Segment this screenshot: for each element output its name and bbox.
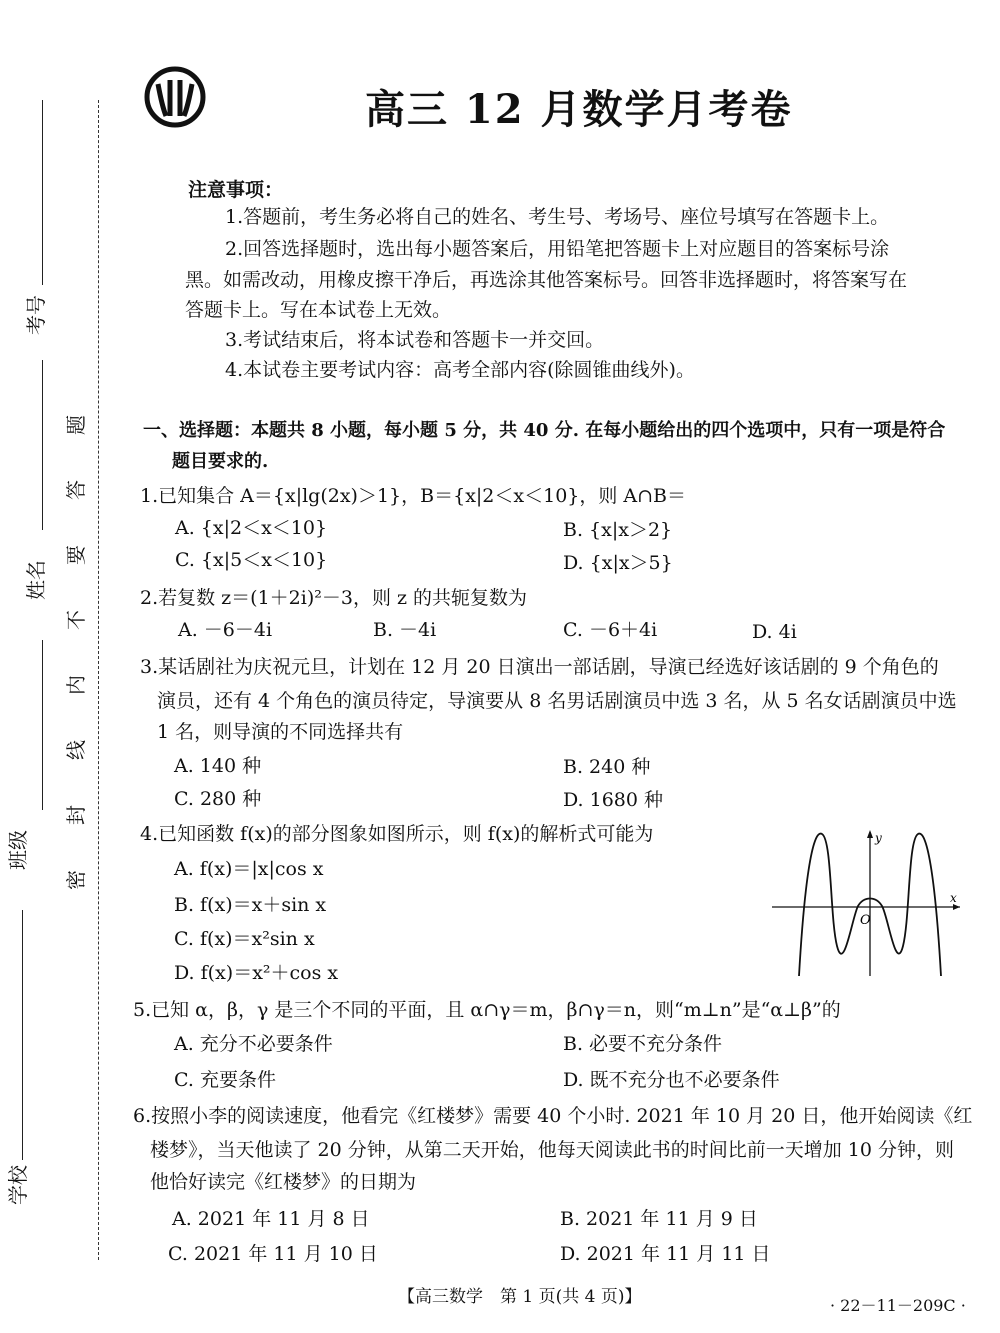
notice-heading: 注意事项：	[188, 179, 284, 201]
page-footer: 【高三数学 第 1 页(共 4 页)】	[398, 1287, 642, 1307]
option-d: D. {x|x＞5}	[563, 552, 673, 574]
seal-char: 内	[64, 675, 88, 695]
margin-line-bot	[22, 910, 23, 1160]
exam-code: · 22－11－209C ·	[830, 1296, 966, 1315]
notice-item: 4.本试卷主要考试内容：高考全部内容(除圆锥曲线外)。	[225, 359, 695, 381]
option-b: B. 2021 年 11 月 9 日	[560, 1208, 758, 1230]
label-xingming: 姓名	[24, 560, 48, 600]
seal-char: 不	[64, 610, 88, 630]
option-c: C. {x|5＜x＜10}	[175, 549, 328, 571]
option-c: C. －6＋4i	[563, 619, 658, 641]
question-stem-cont: 演员，还有 4 个角色的演员待定，导演要从 8 名男话剧演员中选 3 名，从 5 名女话剧演员中选	[157, 690, 957, 712]
notice-item: 黑。如需改动，用橡皮擦干净后，再选涂其他答案标号。回答非选择题时，将答案写在	[185, 269, 908, 291]
exam-logo-icon	[144, 66, 206, 128]
seal-char: 密	[64, 870, 88, 890]
option-d: D. 2021 年 11 月 11 日	[560, 1243, 771, 1265]
margin-line-mid1	[42, 360, 43, 530]
seal-char: 要	[64, 545, 88, 565]
option-b: B. f(x)＝x＋sin x	[174, 894, 327, 916]
option-d: D. f(x)＝x²＋cos x	[174, 962, 339, 984]
option-d: D. 1680 种	[563, 789, 664, 811]
option-a: A. －6－4i	[178, 619, 273, 641]
question-stem: 6.按照小李的阅读速度，他看完《红楼梦》需要 40 个小时. 2021 年 10 月 20 日，他开始阅读《红	[133, 1105, 973, 1127]
option-d: D. 4i	[752, 621, 797, 643]
notice-item: 3.考试结束后，将本试卷和答题卡一并交回。	[225, 329, 605, 351]
seal-char: 题	[64, 415, 88, 435]
section-heading: 一、选择题：本题共 8 小题，每小题 5 分，共 40 分. 在每小题给出的四个选项中，只有一项是符合	[143, 420, 946, 441]
margin-line-top	[42, 100, 43, 285]
seal-char: 封	[64, 805, 88, 825]
question-stem-cont: 楼梦》，当天他读了 20 分钟，从第二天开始，他每天阅读此书的时间比前一天增加 10 分钟，则	[150, 1139, 955, 1161]
y-axis-arrow-icon	[867, 830, 873, 838]
label-xuexiao: 学校	[6, 1165, 30, 1205]
option-b: B. {x|x＞2}	[563, 519, 673, 541]
option-c: C. f(x)＝x²sin x	[174, 928, 315, 950]
option-a: A. 140 种	[174, 755, 262, 777]
function-graph	[772, 828, 962, 976]
option-a: A. f(x)＝|x|cos x	[174, 858, 324, 880]
option-c: C. 2021 年 11 月 10 日	[168, 1243, 378, 1265]
page-title: 高三 12 月数学月考卷	[365, 86, 793, 133]
notice-item: 2.回答选择题时，选出每小题答案后，用铅笔把答题卡上对应题目的答案标号涂	[225, 238, 890, 260]
notice-item: 1.答题前，考生务必将自己的姓名、考生号、考场号、座位号填写在答题卡上。	[225, 206, 890, 228]
option-a: A. {x|2＜x＜10}	[175, 517, 328, 539]
option-d: D. 既不充分也不必要条件	[563, 1069, 780, 1091]
option-b: B. 240 种	[563, 756, 651, 778]
label-kaohao: 考号	[24, 295, 48, 335]
option-c: C. 充要条件	[174, 1069, 276, 1091]
seal-dashed-line	[98, 100, 99, 1260]
option-a: A. 2021 年 11 月 8 日	[172, 1208, 370, 1230]
seal-char: 线	[64, 740, 88, 760]
graph-y-label: y	[875, 831, 882, 845]
margin-line-mid2	[42, 640, 43, 810]
question-stem: 4.已知函数 f(x)的部分图象如图所示，则 f(x)的解析式可能为	[140, 823, 654, 845]
question-stem: 3.某话剧社为庆祝元旦，计划在 12 月 20 日演出一部话剧，导演已经选好该话剧的 9 个角色的	[140, 656, 939, 678]
question-stem: 2.若复数 z＝(1＋2i)²－3，则 z 的共轭复数为	[140, 587, 528, 609]
label-banji: 班级	[6, 830, 30, 870]
option-c: C. 280 种	[174, 788, 262, 810]
graph-origin-label: O	[860, 913, 871, 928]
option-b: B. －4i	[373, 619, 437, 641]
question-stem-cont: 1 名，则导演的不同选择共有	[157, 721, 404, 743]
question-stem-cont: 他恰好读完《红楼梦》的日期为	[150, 1171, 417, 1193]
option-a: A. 充分不必要条件	[174, 1033, 333, 1055]
seal-char: 答	[64, 480, 88, 500]
question-stem: 5.已知 α，β，γ 是三个不同的平面，且 α∩γ＝m，β∩γ＝n，则“m⊥n”是“α⊥β”的	[133, 999, 841, 1021]
notice-item: 答题卡上。写在本试卷上无效。	[185, 299, 452, 321]
graph-x-label: x	[950, 891, 957, 905]
option-b: B. 必要不充分条件	[563, 1033, 723, 1055]
section-heading-cont: 题目要求的.	[172, 451, 269, 472]
question-stem: 1.已知集合 A＝{x|lg(2x)＞1}，B＝{x|2＜x＜10}，则 A∩B＝	[140, 485, 687, 507]
